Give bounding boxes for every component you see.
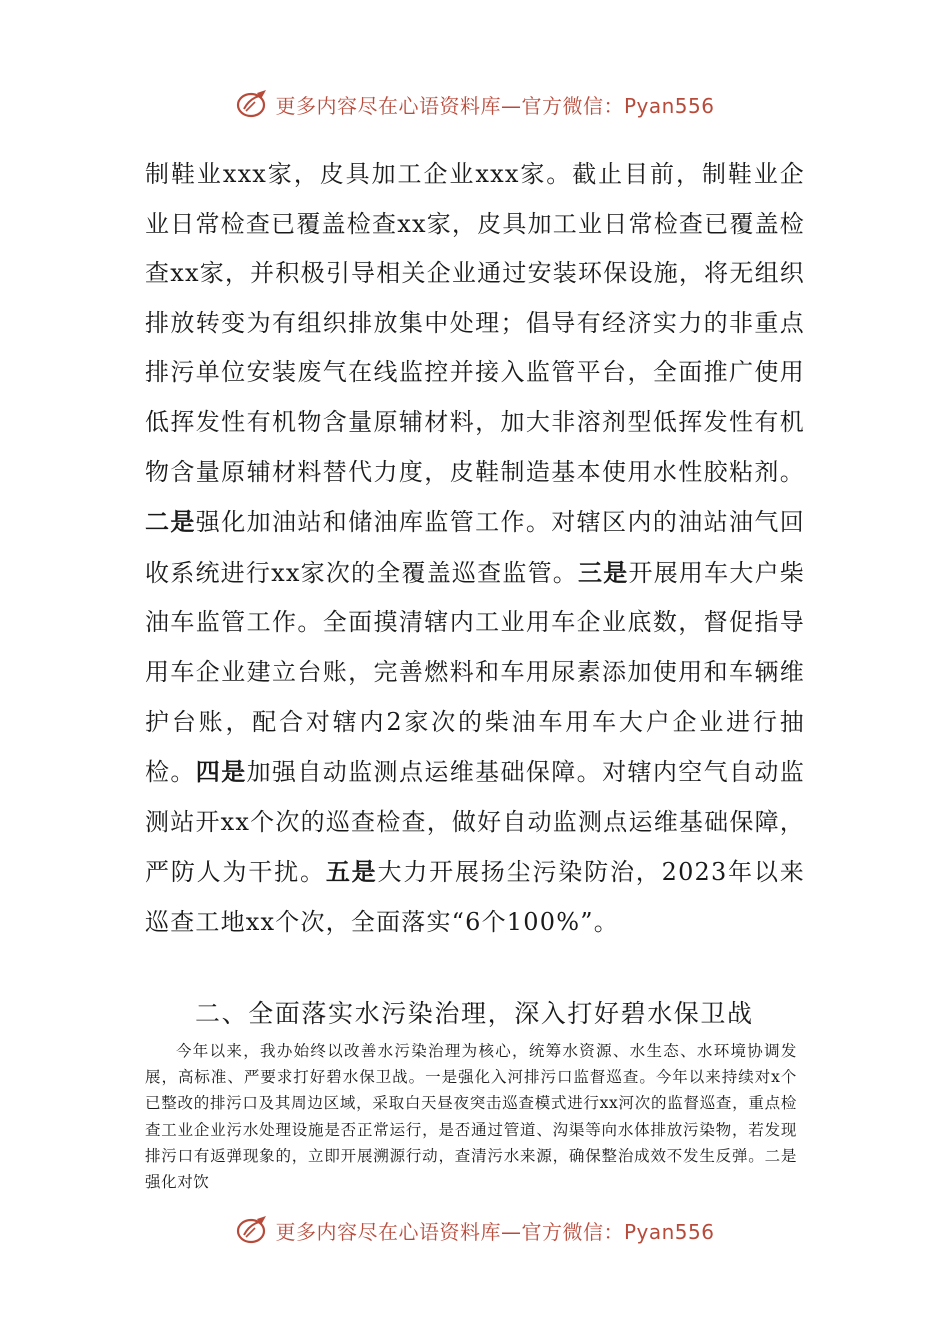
section-heading: 二、全面落实水污染治理，深入打好碧水保卫战 bbox=[195, 999, 754, 1028]
pen-circle-logo-icon bbox=[235, 1213, 269, 1247]
watermark-text: 更多内容尽在心语资料库—官方微信：Pyan556 bbox=[275, 1219, 715, 1244]
paragraph-segment-4: 加强自动监测点运维基础保障。对辖内空气自动监测站开xx个次的巡查检查，做好自动监测点运维基础保障，严防人为干扰。 bbox=[145, 758, 806, 887]
paragraph-segment-2: 强化加油站和储油库监管工作。对辖区内的油站油气回收系统进行xx家次的全覆盖巡查监管。 bbox=[145, 508, 805, 587]
paragraph-segment-1: 制鞋业xxx家，皮具加工企业xxx家。截止目前，制鞋业企业日常检查已覆盖检查xx家，皮具加工业日常检查已覆盖检查xx家，并积极引导相关企业通过安装环保设施，将无组织排放转变为有组织排放集中处理；倡导有经济实力的非重点排污单位安装废气在线监控并接入监管平台，全面推广使用低挥发性有机物含量原辅材料，加大非溶剂型低挥发性有机物含量原辅材料替代力度，皮鞋制造基本使用水性胶粘剂。 bbox=[145, 160, 805, 486]
watermark-text: 更多内容尽在心语资料库—官方微信：Pyan556 bbox=[275, 93, 715, 118]
bold-marker-5: 五是 bbox=[325, 857, 378, 887]
footer-watermark bbox=[0, 1210, 950, 1250]
bold-marker-3: 三是 bbox=[578, 557, 629, 587]
paragraph-segment-3: 开展用车大户柴油车监管工作。全面摸清辖内工业用车企业底数，督促指导用车企业建立台账，完善燃料和车用尿素添加使用和车辆维护台账，配合对辖内2家次的柴油车用车大户企业进行抽检。 bbox=[145, 558, 806, 787]
pen-circle-logo-icon bbox=[235, 87, 269, 121]
paragraph-segment-5: 大力开展扬尘污染防治，2023年以来巡查工地xx个次，全面落实“6个100%”。 bbox=[145, 858, 805, 936]
small-text-block bbox=[145, 1038, 797, 1195]
small-paragraph: 今年以来，我办始终以改善水污染治理为核心，统筹水资源、水生态、水环境协调发展，高标准、严要求打好碧水保卫战。一是强化入河排污口监督巡查。今年以来持续对x个已整改的排污口及其周边区域，采取白天昼夜突击巡查模式进行xx河次的监督巡查，重点检查工业企业污水处理设施是否正常运行，是否通过管道、沟渠等向水体排放污染物，若发现排污口有返弹现象的，立即开展溯源行动，查清污水来源，确保整治成效不发生反弹。二是强化对饮 bbox=[145, 1042, 797, 1192]
header-watermark bbox=[0, 84, 950, 124]
bold-marker-4: 四是 bbox=[195, 757, 247, 787]
body-paragraph bbox=[145, 150, 805, 948]
bold-marker-2: 二是 bbox=[145, 507, 196, 537]
body-text-block bbox=[145, 150, 805, 948]
